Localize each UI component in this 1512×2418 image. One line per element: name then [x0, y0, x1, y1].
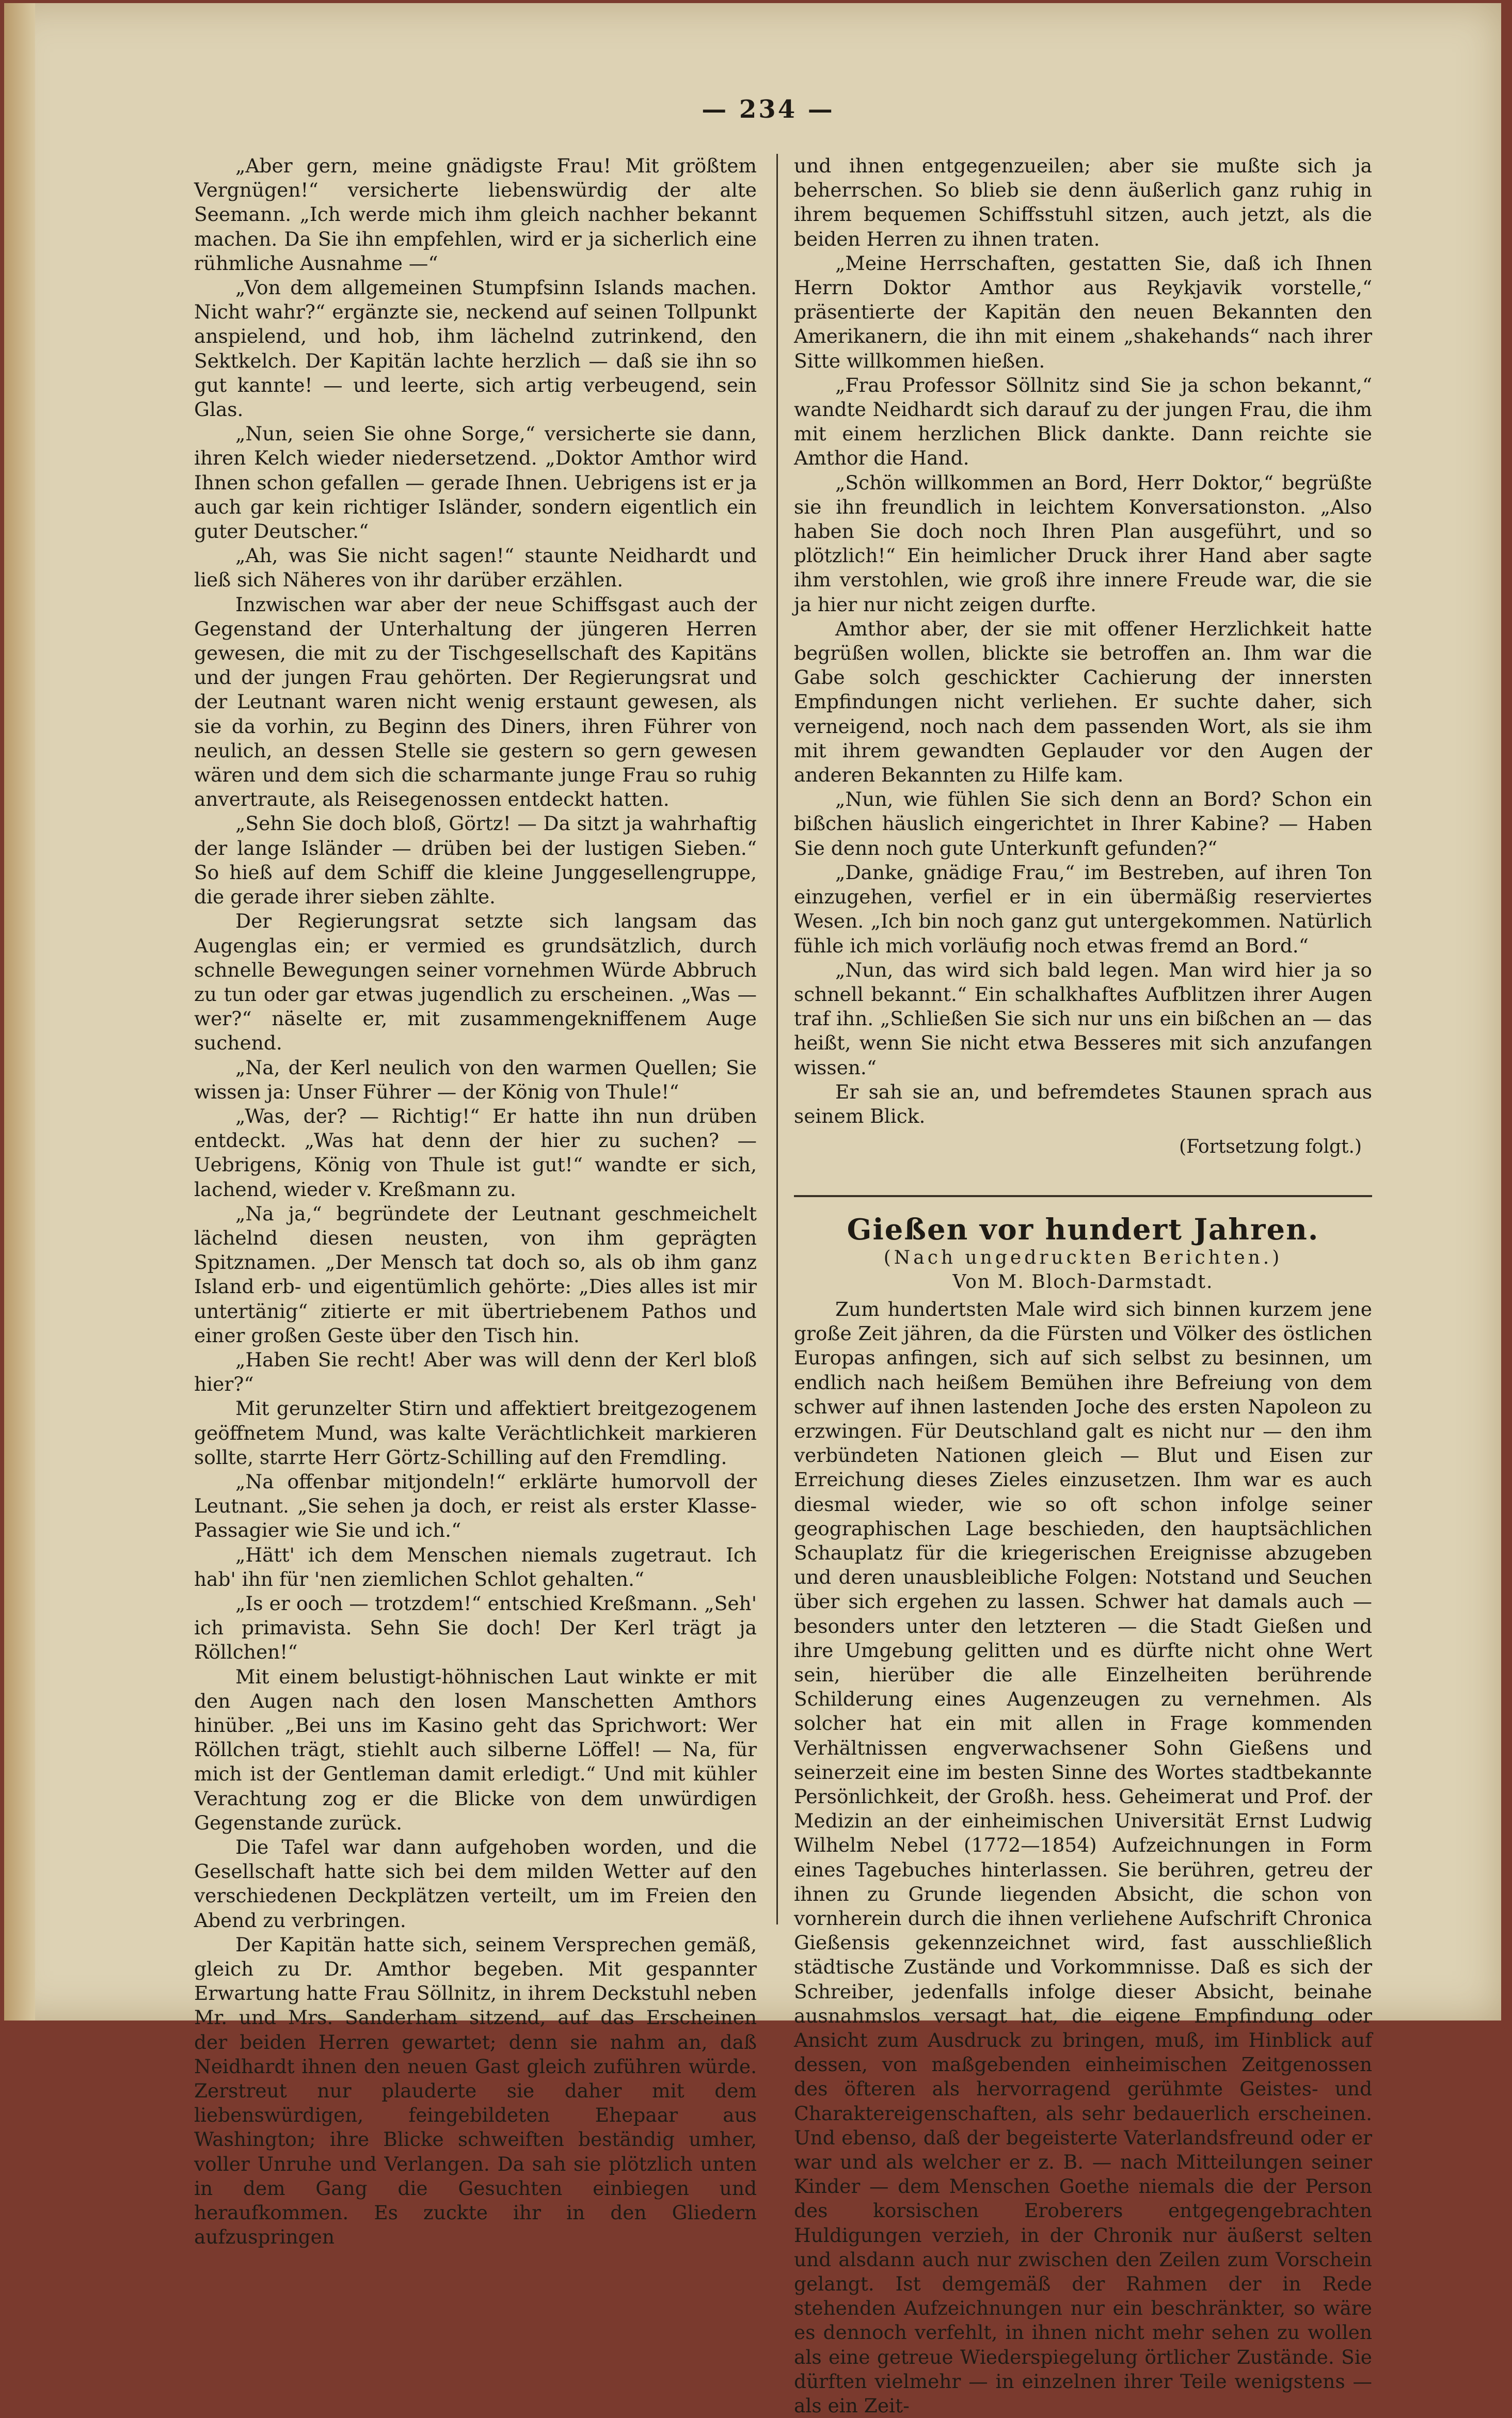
- paragraph: „Was, der? — Richtig!“ Er hatte ihn nun drüben entdeckt. „Was hat denn der hier zu suchen? — Uebrigens, König von Thule ist gut!“ wandte er sich, lachend, wieder v. Kreßmann zu.: [194, 1104, 757, 1201]
- paragraph: Der Kapitän hatte sich, seinem Versprechen gemäß, gleich zu Dr. Amthor begeben. Mit gespannter Erwartung hatte Frau Söllnitz, in ihrem Deckstuhl neben Mr. und Mrs. Sanderham sitzend, auf das Erscheinen der beiden Herren gewartet; denn sie nahm an, daß Neidhardt ihnen den neuen Gast gleich zuführen würde. Zerstreut nur plauderte sie daher mit dem liebenswürdigen, feingebildeten Ehepaar aus Washington; ihre Blicke schweiften beständig umher, voller Unruhe und Verlangen. Da sah sie plötzlich unten in dem Gang die Gesuchten einbiegen und heraufkommen. Es zuckte ihr in den Gliedern aufzuspringen: [194, 1933, 757, 2249]
- paragraph: „Nun, seien Sie ohne Sorge,“ versicherte sie dann, ihren Kelch wieder niedersetzend. „Doktor Amthor wird Ihnen schon gefallen — gerade Ihnen. Uebrigens ist er ja auch gar kein richtiger Isländer, sondern eigentlich ein guter Deutscher.“: [194, 422, 757, 543]
- paragraph: „Nun, wie fühlen Sie sich denn an Bord? Schon ein bißchen häuslich eingerichtet in Ihrer Kabine? — Haben Sie denn noch gute Unterkunft gefunden?“: [794, 788, 1372, 860]
- article-title: Gießen vor hundert Jahren.: [847, 1213, 1319, 1247]
- paragraph: „Von dem allgemeinen Stumpfsinn Islands machen. Nicht wahr?“ ergänzte sie, neckend auf seinen Tollpunkt anspielend, und hob, ihm lächelnd zutrinkend, den Sektkelch. Der Kapitän lachte herzlich — daß sie ihn so gut kannte! — und leerte, sich artig verbeugend, sein Glas.: [194, 276, 757, 421]
- article-paragraph: Zum hundertsten Male wird sich binnen kurzem jene große Zeit jähren, da die Fürsten und Völker des östlichen Europas anfingen, sich auf sich selbst zu besinnen, um endlich nach heißem Bemühen ihre Befreiung von dem schwer auf ihnen lastenden Joche des ersten Napoleon zu erzwingen. Für Deutschland galt es nicht nur — den ihm verbündeten Nationen gleich — Blut und Eisen zur Erreichung dieses Zieles einzusetzen. Ihm war es auch diesmal wieder, wie so oft schon infolge seiner geographischen Lage beschieden, den hauptsächlichen Schauplatz für die kriegerischen Ereignisse abzugeben und deren unausbleibliche Folgen: Notstand und Seuchen über sich ergehen zu lassen. Schwer hat damals auch — besonders unter den letzteren — die Stadt Gießen und ihre Umgebung gelitten und es dürfte nicht ohne Wert sein, hierüber die alle Einzelheiten berührende Schilderung eines Augenzeugen zu vernehmen. Als solcher hat ein mit allen in Frage kommenden Verhältnissen engverwachsener Sohn Gießens und seinerzeit eine im besten Sinne des Wortes stadtbekannte Persönlichkeit, der Großh. hess. Geheimerat und Prof. der Medizin an der einheimischen Universität Ernst Ludwig Wilhelm Nebel (1772—1854) Aufzeichnungen in Form eines Tagebuches hinterlassen. Sie berühren, getreu der ihnen zu Grunde liegenden Absicht, die schon von vornherein durch die ihnen verliehene Aufschrift Chronica Gießensis gekennzeichnet wird, fast ausschließlich städtische Zustände und Vorkommnisse. Daß es sich der Schreiber, jedenfalls infolge dieser Absicht, beinahe ausnahmslos versagt hat, die eigene Empfindung oder Ansicht zum Ausdruck zu bringen, muß, im Hinblick auf dessen, von maßgebenden einheimischen Zeitgenossen des öfteren als hervorragend gerühmte Geistes- und Charaktereigenschaften, als sehr bedauerlich erscheinen. Und ebenso, daß der begeisterte Vaterlandsfreund oder er war und als welcher er z. B. — nach Mitteilungen seiner Kinder — dem Menschen Goethe niemals die der Person des korsischen Eroberers entgegengebrachten Huldigungen verzieh, in der Chronik nur äußerst selten und alsdann auch nur zwischen den Zeilen zum Vorschein gelangt. Ist demgemäß der Rahmen der in Rede stehenden Aufzeichnungen nur ein beschränkter, so wäre es dennoch verfehlt, in ihnen nicht mehr sehen zu wollen als eine getreue Wiederspiegelung örtlicher Zustände. Sie dürften vielmehr — in einzelnen ihrer Teile wenigstens — als ein Zeit-: [794, 1297, 1372, 2417]
- paragraph: Inzwischen war aber der neue Schiffsgast auch der Gegenstand der Unterhaltung der jüngeren Herren gewesen, die mit zu der Tischgesellschaft des Kapitäns und der jungen Frau gehörten. Der Regierungsrat und der Leutnant waren nicht wenig erstaunt gewesen, als sie da vorhin, zu Beginn des Diners, ihren Führer von neulich, an dessen Stelle sie gestern so gern gewesen wären und dem sich die scharmante junge Frau so ruhig anvertraute, als Reisegenossen entdeckt hatten.: [194, 593, 757, 811]
- paragraph: „Na offenbar mitjondeln!“ erklärte humorvoll der Leutnant. „Sie sehen ja doch, er reist als erster Klasse-Passagier wie Sie und ich.“: [194, 1470, 757, 1542]
- paragraph: Er sah sie an, und befremdetes Staunen sprach aus seinem Blick.: [794, 1080, 1372, 1127]
- column-divider: [776, 154, 778, 1924]
- paragraph: „Danke, gnädige Frau,“ im Bestreben, auf ihren Ton einzugehen, verfiel er in ein übermäßig reserviertes Wesen. „Ich bin noch ganz gut untergekommen. Natürlich fühle ich mich vorläufig noch etwas fremd an Bord.“: [794, 861, 1372, 957]
- right-column: [794, 154, 1372, 2418]
- paragraph: „Sehn Sie doch bloß, Görtz! — Da sitzt ja wahrhaftig der lange Isländer — drüben bei der lustigen Sieben.“ So hieß auf dem Schiff die kleine Junggesellengruppe, die gerade ihrer sieben zählte.: [194, 812, 757, 909]
- paragraph: Die Tafel war dann aufgehoben worden, und die Gesellschaft hatte sich bei dem milden Wetter auf den verschiedenen Deckplätzen verteilt, um im Freien den Abend zu verbringen.: [194, 1836, 757, 1932]
- paragraph: „Na ja,“ begründete der Leutnant geschmeichelt lächelnd diesen neusten, von ihm geprägten Spitznamen. „Der Mensch tat doch so, als ob ihm ganz Island erb- und eigentümlich gehörte: „Dies alles ist mir untertänig“ zitierte er mit übertriebenem Pathos und einer großen Geste über den Tisch hin.: [194, 1202, 757, 1347]
- section-rule: [794, 1195, 1372, 1197]
- paragraph: „Na, der Kerl neulich von den warmen Quellen; Sie wissen ja: Unser Führer — der König von Thule!“: [194, 1056, 757, 1103]
- paragraph: „Meine Herrschaften, gestatten Sie, daß ich Ihnen Herrn Doktor Amthor aus Reykjavik vorstelle,“ präsentierte der Kapitän den neuen Bekannten den Amerikanern, die ihn mit einem „shakehands“ nach ihrer Sitte willkommen hießen.: [794, 251, 1372, 372]
- paragraph: und ihnen entgegenzueilen; aber sie mußte sich ja beherrschen. So blieb sie denn äußerlich ganz ruhig in ihrem bequemen Schiffsstuhl sitzen, auch jetzt, als die beiden Herren zu ihnen traten.: [794, 154, 1372, 250]
- paragraph: Mit gerunzelter Stirn und affektiert breitgezogenem geöffnetem Mund, was kalte Verächtlichkeit markieren sollte, starrte Herr Görtz-Schilling auf den Fremdling.: [194, 1397, 757, 1469]
- article-author: Von M. Bloch-Darmstadt.: [952, 1271, 1214, 1293]
- continuation-note: (Fortsetzung folgt.): [1179, 1136, 1362, 1158]
- paragraph: „Frau Professor Söllnitz sind Sie ja schon bekannt,“ wandte Neidhardt sich darauf zu der jungen Frau, die ihm mit einem herzlichen Blick dankte. Dann reichte sie Amthor die Hand.: [794, 373, 1372, 470]
- paragraph: „Hätt' ich dem Menschen niemals zugetraut. Ich hab' ihn für 'nen ziemlichen Schlot gehalten.“: [194, 1543, 757, 1590]
- paragraph: Der Regierungsrat setzte sich langsam das Augenglas ein; er vermied es grundsätzlich, durch schnelle Bewegungen seiner vornehmen Würde Abbruch zu tun oder gar etwas jugendlich zu erscheinen. „Was — wer?“ näselte er, mit zusammengekniffenem Auge suchend.: [194, 910, 757, 1055]
- newspaper-page: [4, 3, 1501, 2417]
- paragraph: „Aber gern, meine gnädigste Frau! Mit größtem Vergnügen!“ versicherte liebenswürdig der alte Seemann. „Ich werde mich ihm gleich nachher bekannt machen. Da Sie ihn empfehlen, wird er ja sicherlich eine rühmliche Ausnahme —“: [194, 154, 757, 275]
- page-binding-edge: [4, 3, 35, 2021]
- left-column: [194, 154, 757, 2249]
- paragraph: Amthor aber, der sie mit offener Herzlichkeit hatte begrüßen wollen, blickte sie betroffen an. Ihm war die Gabe solch geschickter Cachierung der innersten Empfindungen nicht verliehen. Er suchte daher, sich verneigend, noch nach dem passenden Wort, als sie ihm mit ihrem gewandten Geplauder vor den Augen der anderen Bekannten zu Hilfe kam.: [794, 617, 1372, 787]
- article-subtitle: (Nach ungedruckten Berichten.): [883, 1247, 1283, 1268]
- paragraph: „Nun, das wird sich bald legen. Man wird hier ja so schnell bekannt.“ Ein schalkhaftes Aufblitzen ihrer Augen traf ihn. „Schließen Sie sich nur uns ein bißchen an — das heißt, wenn Sie nicht etwa Besseres mit sich anzufangen wissen.“: [794, 958, 1372, 1079]
- paragraph: Mit einem belustigt-höhnischen Laut winkte er mit den Augen nach den losen Manschetten Amthors hinüber. „Bei uns im Kasino geht das Sprichwort: Wer Röllchen trägt, stiehlt auch silberne Löffel! — Na, für mich ist der Gentleman damit erledigt.“ Und mit kühler Verachtung zog er die Blicke von dem unwürdigen Gegenstande zurück.: [194, 1665, 757, 1834]
- paragraph: „Haben Sie recht! Aber was will denn der Kerl bloß hier?“: [194, 1348, 757, 1396]
- page-number: — 234 —: [702, 95, 835, 124]
- paragraph: „Ah, was Sie nicht sagen!“ staunte Neidhardt und ließ sich Näheres von ihr darüber erzählen.: [194, 544, 757, 592]
- paragraph: „Schön willkommen an Bord, Herr Doktor,“ begrüßte sie ihn freundlich in leichtem Konversationston. „Also haben Sie doch noch Ihren Plan ausgeführt, und so plötzlich!“ Ein heimlicher Druck ihrer Hand aber sagte ihm verstohlen, wie groß ihre innere Freude war, die sie ja hier nur nicht zeigen durfte.: [794, 471, 1372, 616]
- paragraph: „Is er ooch — trotzdem!“ entschied Kreßmann. „Seh' ich primavista. Sehn Sie doch! Der Kerl trägt ja Röllchen!“: [194, 1592, 757, 1664]
